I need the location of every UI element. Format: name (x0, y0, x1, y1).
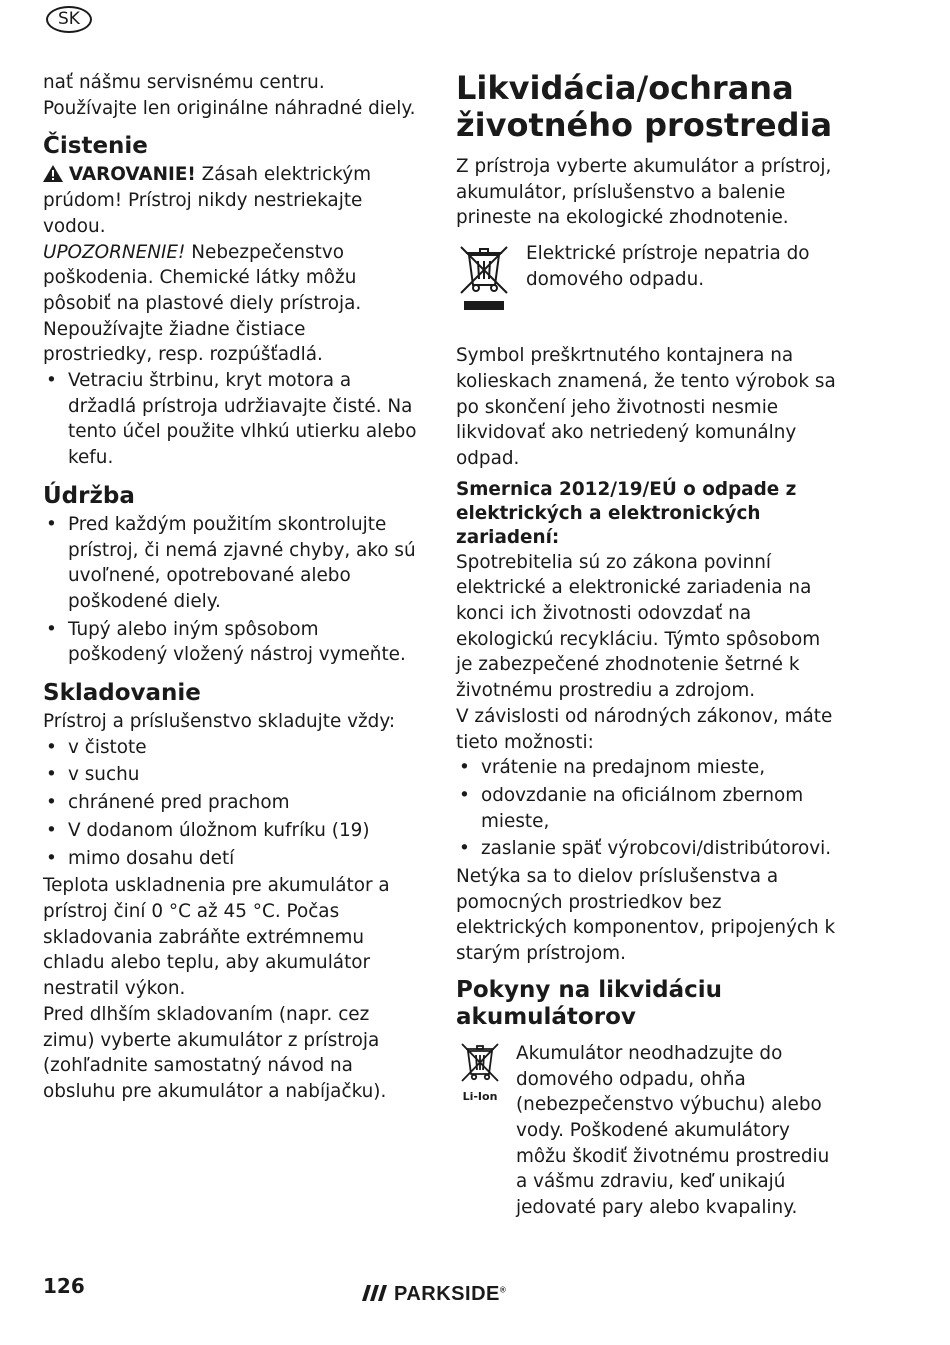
left-column (43, 70, 418, 1105)
weee-text: Elektrické prístroje nepatria do domového odpadu. (526, 243, 810, 290)
options-intro: V závislosti od národných zákonov, máte tieto možnosti: (456, 705, 833, 753)
caution-label: UPOZORNENIE! (43, 241, 186, 263)
list-item: • chránené pred prachom (43, 790, 418, 816)
crossed-out-wheelie-bin-icon (456, 241, 514, 317)
list-item: • v čistote (43, 735, 418, 761)
accessories-text: Netýka sa to dielov príslušenstva a pomocných prostriedkov bez elektrických komponentov, pripojených k starým prístrojom. (456, 866, 836, 965)
battery-notice (456, 1041, 836, 1221)
warning-icon (43, 164, 63, 185)
symbol-explanation: Symbol preškrtnutého kontajnera na kolieskach znamená, že tento výrobok sa po skončení jeho životnosti nesmie likvidovať ako netriedený komunálny odpad. (456, 345, 836, 469)
brand-slashes-icon (362, 1285, 388, 1305)
language-badge: SK (46, 6, 92, 33)
cleaning-list (43, 368, 418, 471)
list-item: • Tupý alebo iným spôsobom poškodený vložený nástroj vymeňte. (43, 617, 418, 668)
cleaning-caution (43, 240, 418, 369)
weee-notice (456, 241, 836, 317)
intro-text: nať nášmu servisnému centru. Používajte len originálne náhradné diely. (43, 72, 416, 119)
brand-text: PARKSIDE (394, 1283, 500, 1305)
directive-heading: Smernica 2012/19/EÚ o odpade z elektrických a elektronických zariadení: (456, 478, 797, 548)
battery-text: Akumulátor neodhadzujte do domového odpadu, ohňa (nebezpečenstvo výbuchu) alebo vody. Poškodené akumulátory môžu škodiť životnému prostrediu a vášmu zdraviu, keď unikajú jedovaté pary alebo kvapaliny. (516, 1042, 830, 1219)
list-item: • odovzdanie na oficiálnom zbernom mieste, (456, 783, 836, 834)
cleaning-heading: Čistenie (43, 133, 148, 160)
disposal-title: Likvidácia/ochrana životného prostredia (456, 69, 833, 144)
options-list (456, 755, 836, 862)
parkside-logo (362, 1283, 506, 1306)
maintenance-list (43, 512, 418, 668)
warning-text: Zásah elektrickým prúdom! Prístroj nikdy nestriekajte vodou. (43, 164, 372, 237)
storage-list (43, 735, 418, 872)
maintenance-heading: Údržba (43, 482, 135, 509)
list-item: • Pred každým použitím skontrolujte prístroj, či nemá zjavné chyby, ako sú uvoľnené, opotrebované alebo poškodené diely. (43, 512, 418, 615)
list-item: • Vetraciu štrbinu, kryt motora a držadlá prístroja udržiavajte čisté. Na tento účel použite vlhkú utierku alebo kefu. (43, 368, 418, 471)
list-item: • v suchu (43, 762, 418, 788)
directive-text: Spotrebitelia sú zo zákona povinní elektrické a elektronické zariadenia na konci ich životnosti odovzdať na ekologickú recykláciu. Týmto spôsobom je zabezpečené zhodnotenie šetrné k životnému prostrediu a zdrojom. (456, 551, 821, 702)
caution-text: Nebezpečenstvo poškodenia. Chemické látky môžu pôsobiť na plastové diely prístroja. Nepoužívajte žiadne čistiace prostriedky, resp. rozpúšťadlá. (43, 241, 362, 366)
list-item: • V dodanom úložnom kufríku (19) (43, 818, 418, 844)
page-number: 126 (43, 1274, 85, 1298)
storage-long-term-text: Pred dlhším skladovaním (napr. cez zimu) vyberte akumulátor z prístroja (zohľadnite samostatný návod na obsluhu pre akumulátor a nabíjačku). (43, 1003, 387, 1102)
brand-mark: ® (499, 1285, 507, 1295)
disposal-intro: Z prístroja vyberte akumulátor a prístroj, akumulátor, príslušenstvo a balenie prineste na ekologické zhodnotenie. (456, 156, 832, 229)
right-column (456, 70, 836, 1247)
storage-intro: Prístroj a príslušenstvo skladujte vždy: (43, 711, 396, 733)
list-item: • vrátenie na predajnom mieste, (456, 755, 836, 781)
warning-label: VAROVANIE! (68, 164, 196, 186)
cleaning-warning (43, 162, 418, 239)
list-item: • mimo dosahu detí (43, 846, 418, 872)
li-ion-label: Li-Ion (462, 1089, 498, 1103)
storage-temperature-text: Teplota uskladnenia pre akumulátor a prístroj činí 0 °C až 45 °C. Počas skladovania zabráňte extrémnemu chladu alebo teplu, aby akumulátor nestratil výkon. (43, 875, 390, 1000)
battery-disposal-heading: Pokyny na likvidáciu akumulátorov (456, 976, 723, 1030)
storage-heading: Skladovanie (43, 680, 201, 707)
list-item: • zaslanie späť výrobcovi/distribútorovi. (456, 836, 836, 862)
li-ion-bin-icon (456, 1041, 504, 1103)
brand-name (394, 1283, 506, 1306)
